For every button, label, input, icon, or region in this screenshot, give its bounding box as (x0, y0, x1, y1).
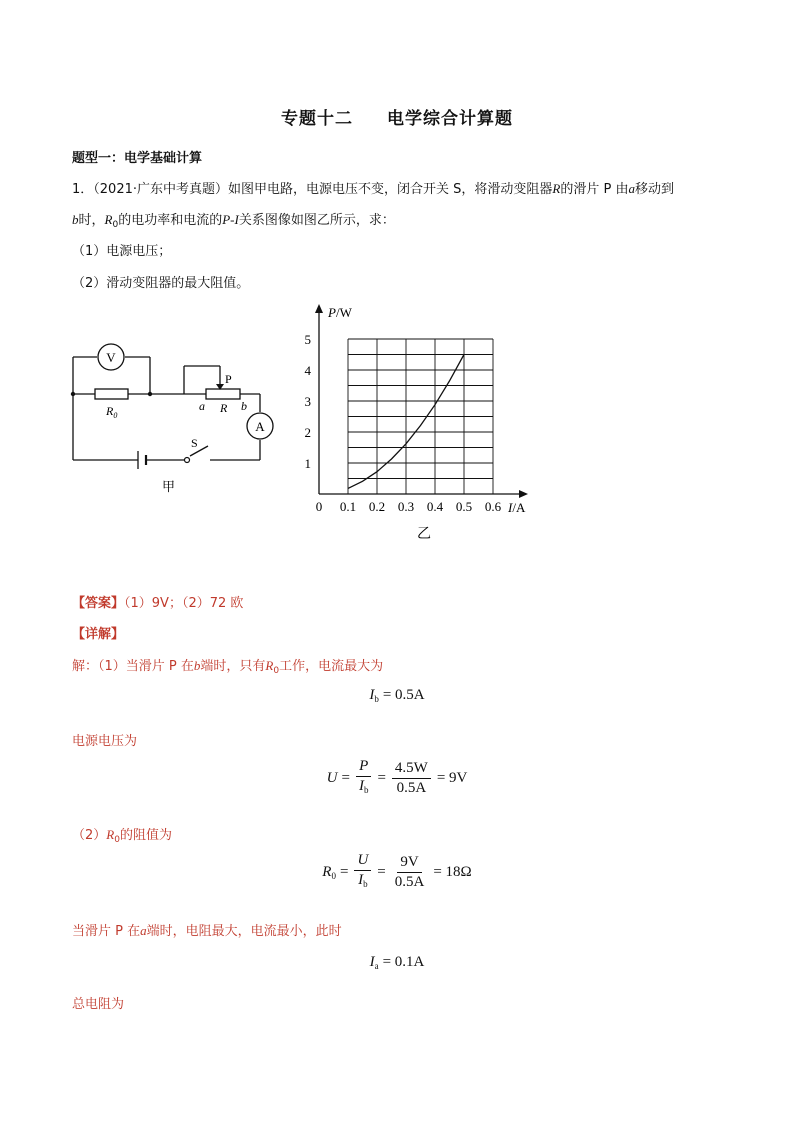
chart-ylabel: P/W (328, 305, 352, 320)
solution-line-3: $(2)R_0$的阻值为 (72, 827, 172, 845)
answer-text: （1）9V；（2）72 欧 (124, 596, 244, 611)
y-tick-label: 1 (304, 456, 311, 471)
rheostat (206, 389, 240, 399)
equation-4: $I_a$ = 0.1A (369, 954, 425, 971)
answer-line (72, 592, 243, 611)
question-line-2: b时，$R_0$的电功率和电流的P-I关系图像如图乙所示，求： (72, 212, 395, 230)
x-tick-label: 0.5 (455, 499, 473, 514)
chart-xlabel: I/A (508, 500, 526, 515)
y-tick-label: 5 (304, 332, 311, 347)
y-axis-arrow-icon (315, 304, 323, 313)
x-tick-label: 0.1 (339, 499, 357, 514)
equation-1: $I_b$ = 0.5A (369, 687, 425, 704)
y-tick-label: 2 (304, 425, 311, 440)
y-tick-label: 4 (304, 363, 311, 378)
x-tick-label: 0.2 (368, 499, 386, 514)
equation-2: U = $\frac{P}{I_b}$ = $\frac{4.5W}{0.5A}$ = 9V (326, 758, 468, 796)
ammeter-label: A (255, 419, 265, 434)
resistor-r0 (95, 389, 128, 399)
slider-label: P (225, 372, 232, 386)
title-part-2: 电学综合计算题 (387, 109, 513, 129)
end-b-label: b (241, 399, 247, 413)
r0-label: $R_0$ (106, 404, 118, 420)
solution-line-5: 总电阻为 (72, 997, 125, 1012)
equation-3: $R_0$ = $\frac{U}{I_b}$ = $\frac{9V}{0.5A}$ = 18Ω (322, 852, 472, 890)
solution-line-1: 解：（1）当滑片 P 在b端时，只有$R_0$工作，电流最大为 (72, 658, 384, 676)
end-a-label: a (199, 399, 205, 413)
y-tick-label: 3 (304, 394, 311, 409)
question-line-1: 1．（2021·广东中考真题）如图甲电路，电源电压不变，闭合开关 S，将滑动变阻器R的滑片 P 由a移动到 (72, 181, 674, 197)
voltmeter-label: V (106, 350, 116, 365)
x-axis-arrow-icon (519, 490, 528, 498)
question-source: （2021·广东中考真题） (93, 182, 228, 197)
circuit-diagram (60, 330, 290, 500)
answer-label: 【答案】 (72, 596, 125, 611)
detail-label: 【详解】 (72, 627, 125, 642)
rheostat-label: R (220, 401, 228, 415)
circuit-caption: 甲 (162, 479, 176, 494)
page-title (0, 104, 794, 129)
pi-chart (295, 300, 540, 545)
x-tick-label: 0 (315, 499, 323, 514)
question-sub-1: （1）电源电压； (72, 244, 172, 259)
question-number: 1． (72, 182, 94, 197)
switch-icon (185, 458, 190, 463)
x-tick-label: 0.3 (397, 499, 415, 514)
solution-line-4: 当滑片 P 在a端时，电阻最大，电流最小，此时 (72, 923, 342, 939)
x-tick-label: 0.4 (426, 499, 444, 514)
chart-caption: 乙 (417, 527, 431, 542)
x-tick-label: 0.6 (484, 499, 502, 514)
switch-label: S (191, 436, 198, 450)
solution-line-2: 电源电压为 (72, 734, 138, 749)
title-part-1: 专题十二 (281, 109, 353, 129)
question-sub-2: （2）滑动变阻器的最大阻值。 (72, 276, 250, 291)
section-heading: 题型一：电学基础计算 (72, 151, 203, 166)
